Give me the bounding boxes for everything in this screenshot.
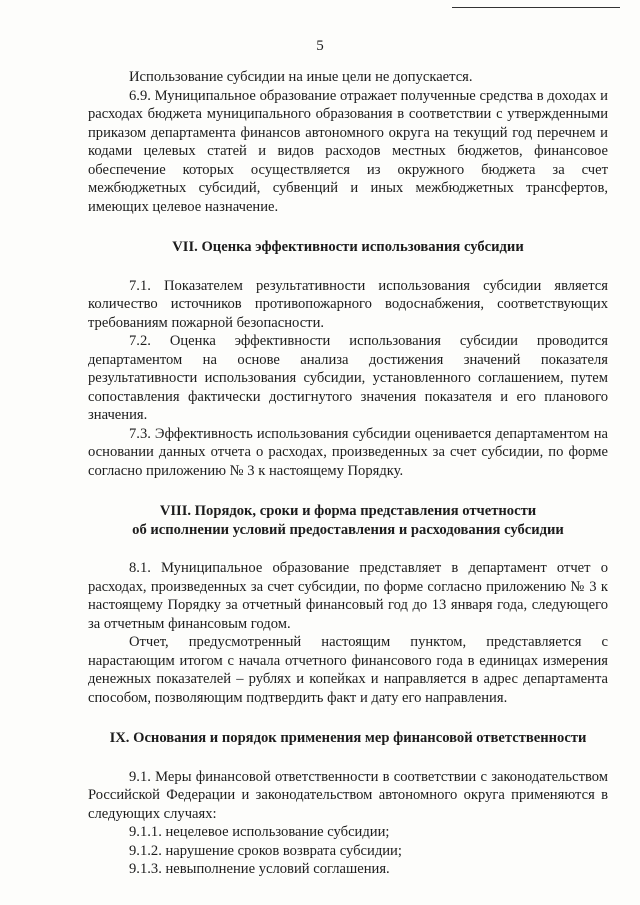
paragraph-6-8-end: Использование субсидии на иные цели не допускается. [129,69,473,85]
top-rule [452,7,620,8]
paragraph-7-3: 7.3. Эффективность использования субсидии оценивается департаментом на основании данных отчета о расходах, произведенных за счет субсидии, по форме согласно приложению № 3 к настоящему Порядку. [88,425,608,479]
paragraph-8-1: 8.1. Муниципальное образование представляет в департамент отчет о расходах, произведенных за счет субсидии, по форме согласно приложению № 3 к настоящему Порядку за отчетный финансовый год до 13 января года, следующего за отчетным финансовым годом. [88,560,608,632]
paragraph-6-9: 6.9. Муниципальное образование отражает полученные средства в доходах и расходах бюджета муниципального образования в соответствии с утвержденными приказом департамента финансов автономного округа на текущий год перечнем и кодами целевых статей и видов расходов местных бюджетов, финансовое обеспечение которых осуществляется из окружного бюджета за счет межбюджетных субсидий, субвенций и иных межбюджетных трансфертов, имеющих целевое назначение. [88,87,608,215]
section-8-title-line1: VIII. Порядок, сроки и форма представления отчетности [159,503,537,519]
paragraph-9-1-1: 9.1.1. нецелевое использование субсидии; [129,824,390,840]
paragraph-8-1-report: Отчет, предусмотренный настоящим пунктом, представляется с нарастающим итогом с начала отчетного финансового года в единицах измерения денежных показателей – рублях и копейках и направляется в адрес департамента способом, позволяющим подтвердить факт и дату его направления. [88,634,608,706]
document-body [88,68,608,879]
section-9-title: IX. Основания и порядок применения мер финансовой ответственности [109,730,587,746]
paragraph-7-2: 7.2. Оценка эффективности использования субсидии проводится департаментом на основе анализа достижения значений показателя результативности использования субсидии, установленного соглашением, путем сопоставления фактически достигнутого значения показателя и его планового значения. [88,333,608,423]
section-8-title-line2: об исполнении условий предоставления и расходования субсидии [132,521,564,538]
paragraph-9-1: 9.1. Меры финансовой ответственности в соответствии с законодательством Российской Федерации и законодательством автономного округа применяются в следующих случаях: [88,768,608,822]
paragraph-7-1: 7.1. Показателем результативности использования субсидии является количество источников противопожарного водоснабжения, соответствующих требованиям пожарной безопасности. [88,277,608,331]
paragraph-9-1-2: 9.1.2. нарушение сроков возврата субсидии; [129,842,402,859]
paragraph-9-1-3: 9.1.3. невыполнение условий соглашения. [129,861,390,877]
page-number: 5 [316,38,324,54]
section-8-title [88,502,608,539]
section-7-title: VII. Оценка эффективности использования субсидии [172,239,524,255]
